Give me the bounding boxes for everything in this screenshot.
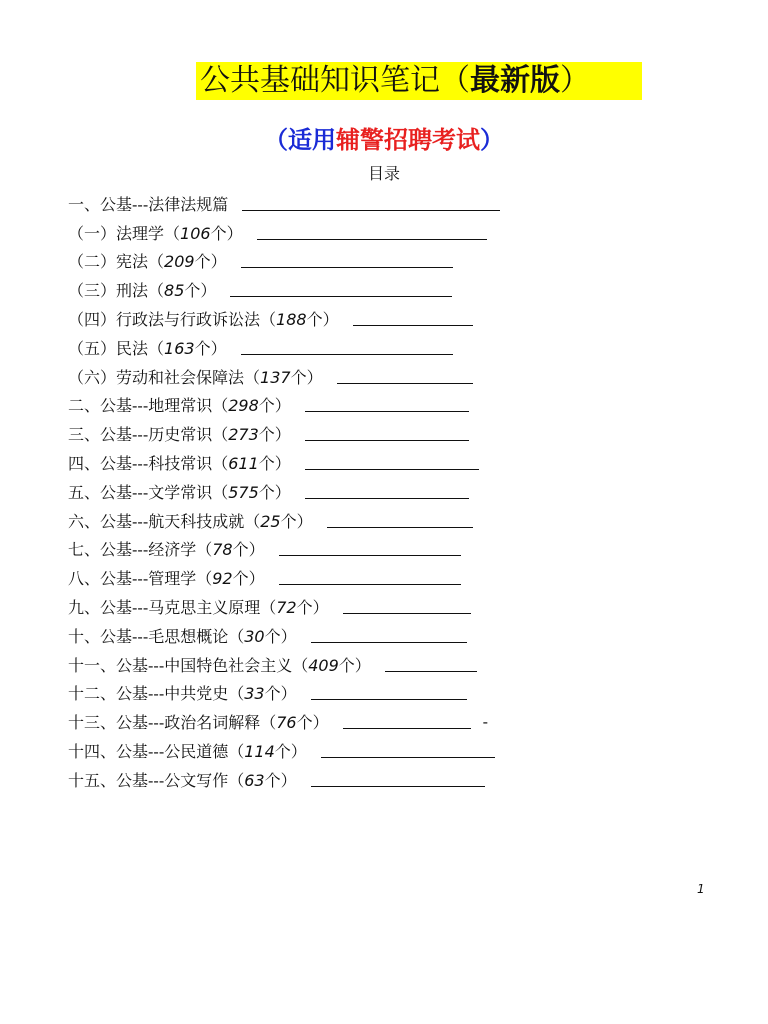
toc-trailing-mark: -: [482, 712, 489, 732]
toc-entry[interactable]: [68, 563, 688, 592]
toc-entry-open: （: [196, 540, 213, 560]
toc-entry-text: [68, 451, 291, 474]
toc-entry-label: （四）行政法与行政诉讼法: [68, 310, 261, 330]
toc-leader-line: [230, 282, 452, 297]
toc-entry[interactable]: [68, 535, 688, 564]
toc-entry-count: 163: [164, 338, 195, 358]
toc-entry-text: [68, 307, 339, 330]
toc-entry[interactable]: [68, 189, 688, 218]
toc-entry-count: 137: [260, 367, 291, 387]
toc-entry-text: [68, 537, 265, 560]
toc-leader-line: [279, 541, 461, 556]
toc-entry[interactable]: [68, 506, 688, 535]
toc-entry-count: 78: [212, 540, 233, 560]
toc-entry-text: [68, 653, 371, 676]
toc-leader-line: [385, 657, 477, 672]
toc-entry-count: 114: [244, 742, 275, 762]
toc-entry-text: [68, 278, 216, 301]
toc-entry-close: 个）: [296, 713, 329, 733]
toc-leader-line: [241, 340, 453, 355]
toc-leader-line: [343, 714, 471, 729]
toc-entry-label: 十、公基---毛思想概论: [68, 626, 229, 646]
page-number: 1: [697, 882, 705, 896]
toc-entry-close: 个）: [258, 396, 291, 416]
toc-entry-label: 五、公基---文学常识: [68, 482, 213, 502]
toc-leader-line: [279, 570, 461, 585]
toc-entry[interactable]: [68, 736, 688, 765]
toc-entry-label: 十二、公基---中共党史: [68, 684, 229, 704]
toc-entry-text: [68, 681, 297, 704]
toc-entry[interactable]: [68, 304, 688, 333]
toc-entry-label: 十一、公基---中国特色社会主义: [68, 655, 293, 675]
toc-entry[interactable]: [68, 362, 688, 391]
toc-entry-label: （六）劳动和社会保障法: [68, 367, 245, 387]
toc-entry-count: 72: [276, 598, 297, 618]
toc-entry-open: （: [148, 281, 165, 301]
toc-entry-label: 四、公基---科技常识: [68, 454, 213, 474]
toc-entry-open: （: [148, 338, 165, 358]
toc-entry-text: [68, 192, 228, 215]
toc-entry-open: （: [164, 223, 181, 243]
toc-entry-count: 188: [276, 310, 307, 330]
toc-entry[interactable]: [68, 419, 688, 448]
toc-entry-count: 25: [260, 511, 281, 531]
toc-entry-count: 298: [228, 396, 259, 416]
toc-entry[interactable]: [68, 391, 688, 420]
toc-entry-count: 33: [244, 684, 265, 704]
toc-entry-open: （: [212, 454, 229, 474]
toc-entry-text: [68, 509, 313, 532]
toc-entry[interactable]: [68, 679, 688, 708]
toc-entry-label: 一、公基---法律法规篇: [68, 194, 229, 214]
title-main: 公共基础知识笔记（: [200, 63, 470, 98]
toc-entry-count: 209: [164, 252, 195, 272]
toc-leader-line: [343, 599, 471, 614]
toc-entry-close: 个）: [258, 482, 291, 502]
toc-entry-open: （: [228, 626, 245, 646]
table-of-contents: [68, 189, 688, 794]
toc-entry-count: 76: [276, 713, 297, 733]
toc-entry-text: [68, 710, 329, 733]
toc-entry-close: 个）: [274, 742, 307, 762]
toc-entry-text: [68, 221, 243, 244]
toc-entry-open: （: [260, 713, 277, 733]
toc-entry-open: （: [244, 511, 261, 531]
toc-leader-line: [353, 311, 473, 326]
toc-entry-close: 个）: [290, 367, 323, 387]
toc-entry-count: 409: [308, 655, 339, 675]
toc-entry[interactable]: [68, 477, 688, 506]
toc-entry-close: 个）: [264, 626, 297, 646]
toc-entry-count: 575: [228, 482, 259, 502]
subtitle-open: （: [264, 125, 288, 154]
toc-entry-label: （五）民法: [68, 338, 149, 358]
toc-entry[interactable]: [68, 592, 688, 621]
toc-entry-open: （: [228, 770, 245, 790]
subtitle-close: ）: [480, 125, 504, 154]
toc-entry-label: 三、公基---历史常识: [68, 425, 213, 445]
toc-entry-label: （三）刑法: [68, 281, 149, 301]
toc-entry-open: （: [260, 598, 277, 618]
toc-entry-label: （二）宪法: [68, 252, 149, 272]
toc-entry-label: 十五、公基---公文写作: [68, 770, 229, 790]
subtitle-blue: 适用: [288, 125, 336, 154]
toc-leader-line: [242, 196, 500, 211]
toc-entry[interactable]: [68, 765, 688, 794]
document-title: [196, 62, 642, 100]
toc-leader-line: [305, 484, 469, 499]
toc-entry-open: （: [212, 396, 229, 416]
toc-entry-open: （: [260, 310, 277, 330]
toc-entry-close: 个）: [264, 770, 297, 790]
toc-entry-close: 个）: [194, 252, 227, 272]
toc-entry-close: 个）: [264, 684, 297, 704]
toc-leader-line: [305, 397, 469, 412]
toc-entry-close: 个）: [338, 655, 371, 675]
toc-entry[interactable]: [68, 218, 688, 247]
toc-entry-count: 30: [244, 626, 265, 646]
title-highlight: [196, 62, 642, 100]
toc-entry[interactable]: [68, 275, 688, 304]
toc-entry-text: [68, 566, 265, 589]
title-edition: 最新版: [470, 63, 560, 98]
toc-entry-close: 个）: [258, 425, 291, 445]
toc-entry[interactable]: [68, 333, 688, 362]
toc-entry[interactable]: [68, 247, 688, 276]
toc-leader-line: [257, 225, 487, 240]
toc-entry-label: 十三、公基---政治名词解释: [68, 713, 261, 733]
toc-entry-close: 个）: [296, 598, 329, 618]
toc-entry-text: [68, 365, 323, 388]
toc-entry-open: （: [212, 482, 229, 502]
toc-entry-count: 92: [212, 569, 233, 589]
toc-entry-text: [68, 249, 227, 272]
toc-entry-count: 85: [164, 281, 185, 301]
toc-entry-close: 个）: [306, 310, 339, 330]
toc-leader-line: [311, 685, 467, 700]
toc-heading: 目录: [367, 164, 400, 183]
toc-entry-count: 273: [228, 425, 259, 445]
toc-entry-open: （: [196, 569, 213, 589]
toc-entry-open: （: [148, 252, 165, 272]
toc-entry-label: 十四、公基---公民道德: [68, 742, 229, 762]
document-subtitle: [0, 124, 768, 156]
toc-entry-open: （: [244, 367, 261, 387]
toc-leader-line: [241, 253, 453, 268]
toc-entry-text: [68, 768, 297, 791]
title-close: ）: [560, 63, 590, 98]
toc-entry-open: （: [212, 425, 229, 445]
toc-entry-label: 八、公基---管理学: [68, 569, 197, 589]
toc-leader-line: [327, 513, 473, 528]
toc-entry[interactable]: [68, 650, 688, 679]
toc-entry-text: [68, 336, 227, 359]
toc-entry-close: 个）: [210, 223, 243, 243]
toc-entry-close: 个）: [232, 540, 265, 560]
toc-entry-label: 六、公基---航天科技成就: [68, 511, 245, 531]
toc-entry-open: （: [228, 684, 245, 704]
toc-leader-line: [305, 455, 479, 470]
toc-entry-count: 611: [228, 454, 259, 474]
toc-leader-line: [321, 743, 495, 758]
toc-entry-text: [68, 422, 291, 445]
toc-entry-close: 个）: [184, 281, 217, 301]
toc-entry-open: （: [228, 742, 245, 762]
toc-entry-label: 七、公基---经济学: [68, 540, 197, 560]
toc-entry-text: [68, 393, 291, 416]
toc-entry-text: [68, 480, 291, 503]
toc-entry-text: [68, 739, 307, 762]
toc-entry-count: 106: [180, 223, 211, 243]
toc-entry-count: 63: [244, 770, 265, 790]
toc-entry-text: [68, 624, 297, 647]
toc-entry[interactable]: [68, 448, 688, 477]
toc-entry-close: 个）: [258, 454, 291, 474]
toc-entry-close: 个）: [194, 338, 227, 358]
toc-entry-label: （一）法理学: [68, 223, 165, 243]
toc-leader-line: [337, 369, 473, 384]
subtitle-red: 辅警招聘考试: [336, 125, 480, 154]
toc-entry-text: [68, 595, 329, 618]
toc-entry-open: （: [292, 655, 309, 675]
toc-entry[interactable]: [68, 707, 688, 736]
toc-leader-line: [311, 628, 467, 643]
toc-entry-close: 个）: [232, 569, 265, 589]
toc-leader-line: [311, 772, 485, 787]
toc-entry-close: 个）: [280, 511, 313, 531]
toc-entry-label: 九、公基---马克思主义原理: [68, 598, 261, 618]
toc-entry[interactable]: [68, 621, 688, 650]
toc-entry-label: 二、公基---地理常识: [68, 396, 213, 416]
toc-leader-line: [305, 426, 469, 441]
